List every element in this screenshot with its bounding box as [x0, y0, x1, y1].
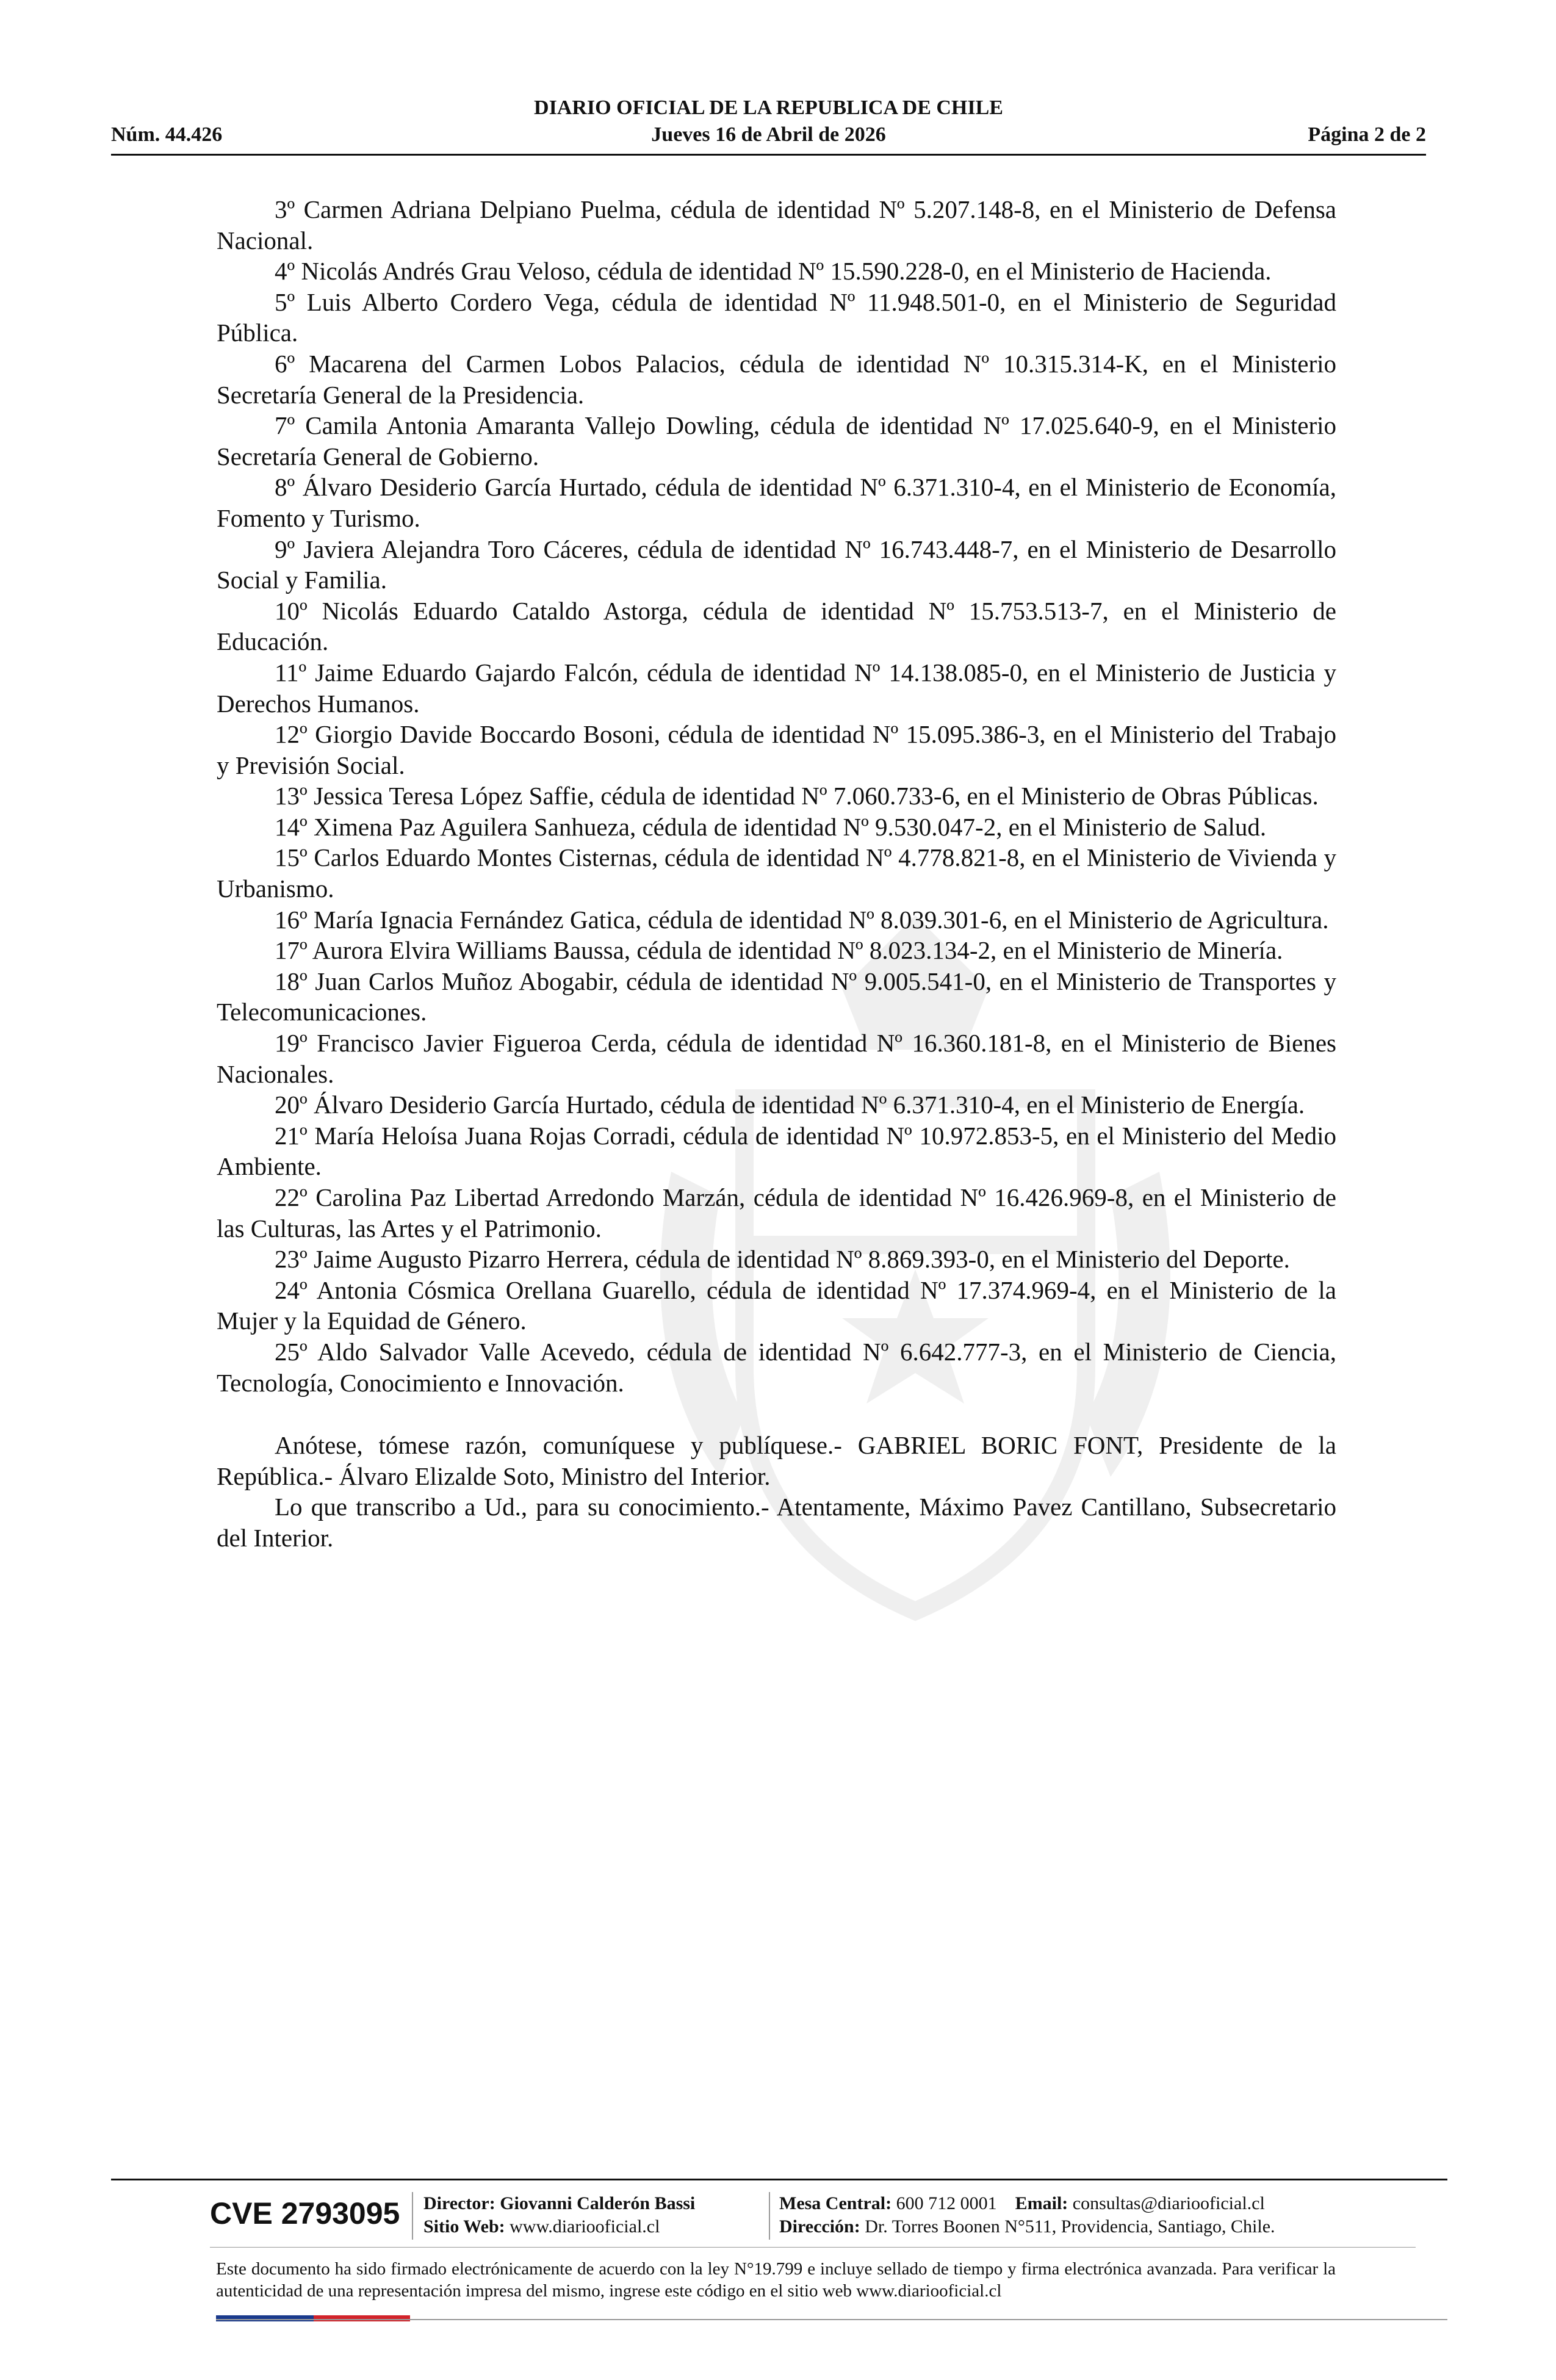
- mesa-label: Mesa Central:: [779, 2193, 892, 2213]
- closing-paragraph: Lo que transcribo a Ud., para su conocimiento.- Atentamente, Máximo Pavez Cantillano, Subsecretario del Interior.: [217, 1493, 1336, 1552]
- appointment-paragraph: 21º María Heloísa Juana Rojas Corradi, cédula de identidad Nº 10.972.853-5, en el Ministerio del Medio Ambiente.: [217, 1121, 1336, 1181]
- page-number: Página 2 de 2: [1308, 123, 1426, 146]
- signature-disclaimer: Este documento ha sido firmado electrónicamente de acuerdo con la ley N°19.799 e incluye sellado de tiempo y firma electrónica avanzada. Para verificar la autenticidad de una representación impresa del mismo, ingrese este código en el sitio web www.diariooficial.cl: [216, 2259, 1336, 2301]
- appointment-paragraph: 9º Javiera Alejandra Toro Cáceres, cédula de identidad Nº 16.743.448-7, en el Ministerio de Desarrollo Social y Familia.: [217, 535, 1336, 594]
- appointment-paragraph: 6º Macarena del Carmen Lobos Palacios, cédula de identidad Nº 10.315.314-K, en el Ministerio Secretaría General de la Presidencia.: [217, 349, 1336, 409]
- appointment-paragraph: 16º María Ignacia Fernández Gatica, cédula de identidad Nº 8.039.301-6, en el Ministerio de Agricultura.: [275, 905, 1329, 934]
- page-footer: [111, 2179, 1447, 2337]
- site-link[interactable]: www.diariooficial.cl: [510, 2216, 660, 2237]
- newspaper-title: DIARIO OFICIAL DE LA REPUBLICA DE CHILE: [534, 96, 1003, 119]
- closing-paragraph: Anótese, tómese razón, comuníquese y publíquese.- GABRIEL BORIC FONT, Presidente de la República.- Álvaro Elizalde Soto, Ministro del Interior.: [217, 1431, 1336, 1490]
- flag-red-segment: [314, 2315, 410, 2321]
- flag-blue-segment: [216, 2315, 314, 2321]
- appointment-paragraph: 23º Jaime Augusto Pizarro Herrera, cédula de identidad Nº 8.869.393-0, en el Ministerio del Deporte.: [275, 1245, 1290, 1274]
- footer-divider-bottom: [216, 2319, 1447, 2320]
- page-header: [111, 92, 1426, 159]
- document-body: [217, 194, 1336, 1554]
- appointment-paragraph: 10º Nicolás Eduardo Cataldo Astorga, cédula de identidad Nº 15.753.513-7, en el Ministerio de Educación.: [217, 596, 1336, 656]
- appointment-paragraph: 20º Álvaro Desiderio García Hurtado, cédula de identidad Nº 6.371.310-4, en el Ministerio de Energía.: [275, 1091, 1305, 1119]
- address-value: Dr. Torres Boonen N°511, Providencia, Santiago, Chile.: [865, 2216, 1275, 2237]
- appointment-paragraph: 7º Camila Antonia Amaranta Vallejo Dowling, cédula de identidad Nº 17.025.640-9, en el Ministerio Secretaría General de Gobierno.: [217, 411, 1336, 471]
- director-info: [423, 2192, 695, 2238]
- footer-divider-mid: [210, 2247, 1416, 2248]
- appointment-paragraph: 8º Álvaro Desiderio García Hurtado, cédula de identidad Nº 6.371.310-4, en el Ministerio de Economía, Fomento y Turismo.: [217, 473, 1336, 532]
- appointment-paragraph: 24º Antonia Cósmica Orellana Guarello, cédula de identidad Nº 17.374.969-4, en el Ministerio de la Mujer y la Equidad de Género.: [217, 1275, 1336, 1335]
- issue-date: Jueves 16 de Abril de 2026: [651, 123, 886, 146]
- flag-stripe: [216, 2315, 410, 2321]
- appointment-paragraph: 22º Carolina Paz Libertad Arredondo Marzán, cédula de identidad Nº 16.426.969-8, en el Ministerio de las Culturas, las Artes y el Patrimonio.: [217, 1183, 1336, 1242]
- mesa-phone: 600 712 0001: [896, 2193, 997, 2213]
- paragraph-spacer: [217, 1398, 1336, 1430]
- appointment-paragraph: 18º Juan Carlos Muñoz Abogabir, cédula de identidad Nº 9.005.541-0, en el Ministerio de Transportes y Telecomunicaciones.: [217, 967, 1336, 1026]
- cve-code: CVE 2793095: [210, 2196, 400, 2230]
- appointment-paragraph: 5º Luis Alberto Cordero Vega, cédula de identidad Nº 11.948.501-0, en el Ministerio de Seguridad Pública.: [217, 287, 1336, 347]
- director-name: Giovanni Calderón Bassi: [500, 2193, 696, 2213]
- address-label: Dirección:: [779, 2216, 860, 2237]
- appointment-paragraph: 12º Giorgio Davide Boccardo Bosoni, cédula de identidad Nº 15.095.386-3, en el Ministerio del Trabajo y Previsión Social.: [217, 720, 1336, 779]
- appointment-paragraph: 14º Ximena Paz Aguilera Sanhueza, cédula de identidad Nº 9.530.047-2, en el Ministerio de Salud.: [275, 812, 1267, 841]
- appointment-paragraph: 19º Francisco Javier Figueroa Cerda, cédula de identidad Nº 16.360.181-8, en el Ministerio de Bienes Nacionales.: [217, 1029, 1336, 1088]
- email-label: Email:: [1015, 2193, 1068, 2213]
- site-label: Sitio Web:: [423, 2216, 505, 2237]
- footer-separator: [412, 2192, 413, 2240]
- email-link[interactable]: consultas@diariooficial.cl: [1072, 2193, 1265, 2213]
- footer-separator: [769, 2192, 770, 2240]
- header-divider: [111, 154, 1426, 156]
- contact-info: [779, 2192, 1275, 2238]
- appointment-paragraph: 3º Carmen Adriana Delpiano Puelma, cédula de identidad Nº 5.207.148-8, en el Ministerio de Defensa Nacional.: [217, 195, 1336, 254]
- appointment-paragraph: 4º Nicolás Andrés Grau Veloso, cédula de identidad Nº 15.590.228-0, en el Ministerio de Hacienda.: [275, 257, 1272, 286]
- appointment-paragraph: 13º Jessica Teresa López Saffie, cédula de identidad Nº 7.060.733-6, en el Ministerio de Obras Públicas.: [275, 782, 1319, 810]
- appointment-paragraph: 25º Aldo Salvador Valle Acevedo, cédula de identidad Nº 6.642.777-3, en el Ministerio de Ciencia, Tecnología, Conocimiento e Innovación.: [217, 1337, 1336, 1397]
- director-label: Director:: [423, 2193, 495, 2213]
- footer-divider-top: [111, 2179, 1447, 2180]
- issue-number: Núm. 44.426: [111, 123, 223, 146]
- appointment-paragraph: 11º Jaime Eduardo Gajardo Falcón, cédula de identidad Nº 14.138.085-0, en el Ministerio de Justicia y Derechos Humanos.: [217, 658, 1336, 718]
- appointment-paragraph: 17º Aurora Elvira Williams Baussa, cédula de identidad Nº 8.023.134-2, en el Ministerio de Minería.: [275, 936, 1283, 965]
- appointment-paragraph: 15º Carlos Eduardo Montes Cisternas, cédula de identidad Nº 4.778.821-8, en el Ministerio de Vivienda y Urbanismo.: [217, 843, 1336, 903]
